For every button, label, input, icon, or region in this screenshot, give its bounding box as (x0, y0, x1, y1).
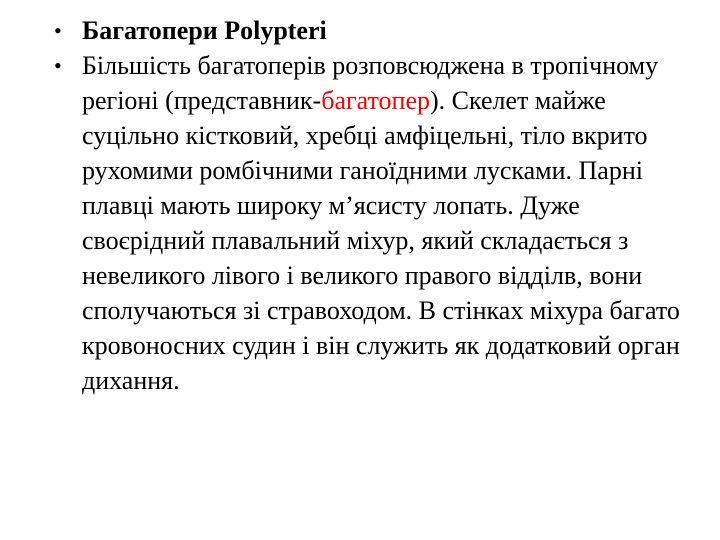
bullet-marker-2: • (54, 53, 62, 78)
body-highlight-term: багатопер (321, 86, 430, 115)
slide-title-text: Багатопери Polypteri (82, 16, 327, 45)
bullet-title (54, 13, 704, 48)
bullet-list (54, 13, 704, 398)
body-text-before: Більшість багатоперів розповсюджена в тропічному регіоні (представник- (82, 51, 659, 115)
bullet-marker-1: • (54, 18, 62, 43)
bullet-body (54, 48, 704, 398)
body-text-after: ). Скелет майже суцільно кістковий, хребці амфіцельні, тіло вкрито рухомими ромбічними ганоїдними лусками. Парні плавці мають широку м’ясисту лопать. Дуже своєрідний плавальний міхур, який складається з невеликого лівого і великого правого відділв, вони сполучаються зі стравоходом. В стінках міхура багато кровоносних судин і він служить як додатковий орган дихання. (82, 86, 680, 395)
